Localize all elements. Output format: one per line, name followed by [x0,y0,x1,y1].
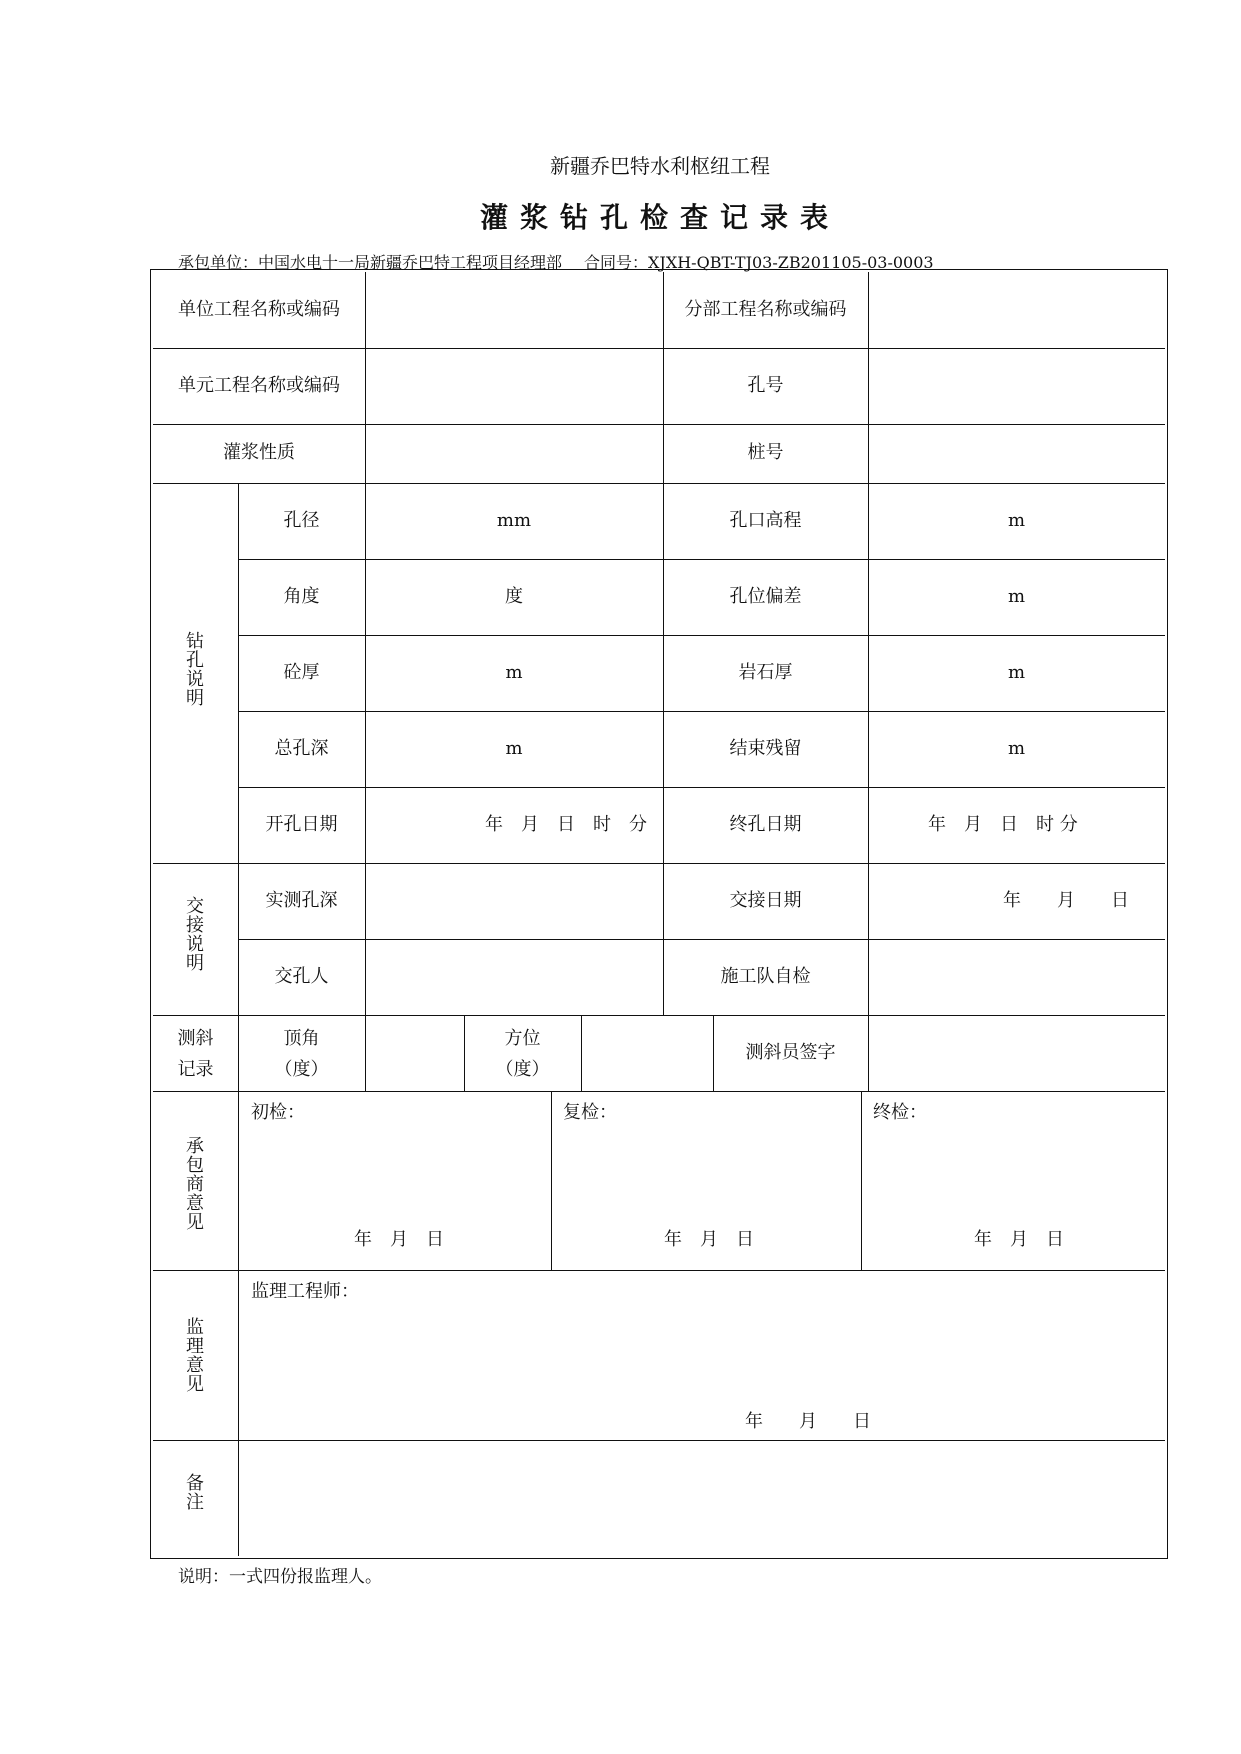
handed-by-label: 交孔人 [274,966,329,987]
start-date-format: 年 月 日 时 分 [485,814,647,835]
concrete-thickness-label: 砼厚 [283,662,320,683]
row-divider [238,939,1165,940]
total-depth-label: 总孔深 [274,738,329,759]
end-residue-label: 结束残留 [729,738,802,759]
azimuth-label-line2: （度） [495,1059,550,1080]
drilling-section-label: 钻孔说明 [186,631,204,709]
col-divider [551,1091,552,1270]
handover-date-label: 交接日期 [729,890,802,911]
second-inspection-label: 复检： [563,1102,617,1123]
contractor-opinion-label: 承包商意见 [186,1136,204,1233]
collar-elevation-label: 孔口高程 [729,510,802,531]
inspection-form [150,269,1168,1559]
row-divider [153,863,1165,864]
handover-date-format: 年 月 日 [1003,890,1129,911]
start-date-label: 开孔日期 [265,814,338,835]
zenith-label-line2: （度） [274,1059,329,1080]
contractor-unit: 承包单位：中国水电十一局新疆乔巴特工程项目经理部 [178,253,563,272]
position-deviation-unit: m [1007,586,1026,607]
position-deviation-label: 孔位偏差 [729,586,802,607]
concrete-thickness-unit: m [505,662,523,683]
col-divider [861,1091,862,1270]
col-divider [238,483,239,1556]
hole-diameter-label: 孔径 [283,510,320,531]
self-check-label: 施工队自检 [720,966,811,987]
station-no-label: 桩号 [747,442,784,463]
zenith-label-line1: 顶角 [283,1028,320,1049]
measured-depth-label: 实测孔深 [265,890,338,911]
footnote: 说明：一式四份报监理人。 [178,1567,382,1587]
col-divider [581,1015,582,1091]
row-divider [153,1440,1165,1441]
row-divider [153,1091,1165,1092]
collar-elevation-unit: m [1007,510,1026,531]
first-inspection-label: 初检： [251,1102,305,1123]
azimuth-label-line1: 方位 [504,1028,541,1049]
rock-thickness-unit: m [1007,662,1026,683]
supervision-opinion-label: 监理意见 [186,1317,204,1395]
second-inspection-date: 年 月 日 [664,1229,754,1250]
supervision-engineer-label: 监理工程师： [251,1281,359,1302]
element-project-label: 单元工程名称或编码 [178,375,340,396]
row-divider [153,348,1165,349]
angle-label: 角度 [283,586,320,607]
row-divider [153,424,1165,425]
hole-diameter-unit: mm [496,510,532,531]
form-title: 灌浆钻孔检查记录表 [479,201,840,234]
handover-section-label: 交接说明 [186,896,204,974]
final-inspection-label: 终检： [873,1102,927,1123]
unit-project-label: 单位工程名称或编码 [178,299,340,320]
first-inspection-date: 年 月 日 [354,1229,444,1250]
row-divider [238,635,1165,636]
grout-type-label: 灌浆性质 [223,442,295,463]
end-date-label: 终孔日期 [729,814,802,835]
remarks-label: 备注 [186,1473,204,1513]
supervision-date: 年 月 日 [745,1411,871,1432]
project-name: 新疆乔巴特水利枢纽工程 [550,154,770,178]
contract-number: 合同号：XJXH-QBT-TJ03-ZB201105-03-0003 [584,253,934,272]
inclination-label-line1: 测斜 [177,1028,214,1049]
form-grid [153,272,1165,1556]
row-divider [238,787,1165,788]
inclination-signer-label: 测斜员签字 [745,1042,836,1063]
end-date-format: 年 月 日 时 分 [928,814,1078,835]
inclination-label-line2: 记录 [177,1059,214,1080]
rock-thickness-label: 岩石厚 [738,662,793,683]
row-divider [153,483,1165,484]
hole-no-label: 孔号 [747,375,784,396]
row-divider [238,559,1165,560]
row-divider [153,1270,1165,1271]
angle-unit: 度 [505,586,523,607]
total-depth-unit: m [505,738,523,759]
final-inspection-date: 年 月 日 [974,1229,1064,1250]
sub-project-label: 分部工程名称或编码 [684,299,847,320]
row-divider [238,711,1165,712]
end-residue-unit: m [1007,738,1026,759]
row-divider [153,1015,1165,1016]
